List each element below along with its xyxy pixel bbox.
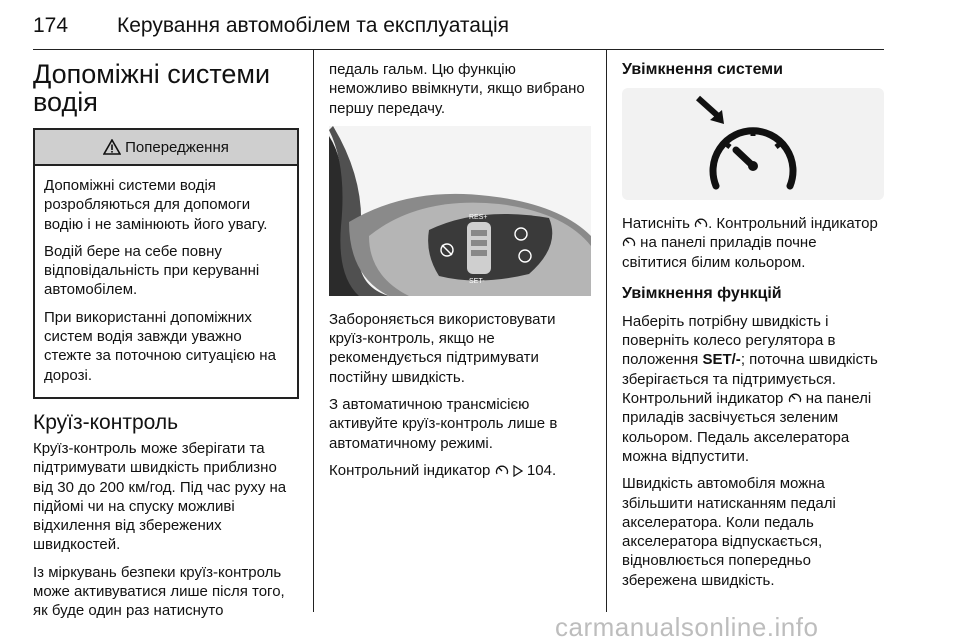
warning-label: Попередження	[125, 138, 229, 156]
section-title: Допоміжні системи водія	[33, 59, 271, 117]
cruise-control-button-image	[622, 88, 884, 200]
header-rule	[33, 49, 884, 50]
column-divider-1	[313, 50, 314, 612]
press-paragraph: Натисніть . Контрольний індикатор на панелі приладів почне світитися білим кольором.	[622, 215, 878, 271]
res-label: RES+	[469, 213, 488, 221]
warning-triangle-icon	[103, 139, 121, 155]
cruise-paragraph: Із міркувань безпеки круїз-контроль може активуватися лише після того, як буде один раз натиснуто	[33, 563, 285, 620]
warning-paragraph: При використанні допоміжних систем водія завжди уважно стежте за поточною ситуацією на дорозі.	[44, 308, 276, 384]
steering-wheel-image	[329, 126, 591, 296]
indicator-reference: Контрольний індикатор 104.	[329, 461, 557, 479]
cruise-paragraph: Круїз-контроль може зберігати та підтримувати швидкість приблизно від 30 до 200 км/год. Під час руху на підйомі чи на спуску можливі відхилення від збережених швидкостей.	[33, 439, 287, 554]
column-3	[622, 60, 884, 598]
paragraph: Забороняється використовувати круїз-контроль, якщо не рекомендується підтримувати постійну швидкість.	[329, 310, 556, 386]
column-divider-2	[606, 50, 607, 612]
cruise-control-icon	[622, 235, 636, 249]
warning-paragraph: Водій бере на себе повну відповідальність при керуванні автомобілем.	[44, 242, 260, 299]
column-1	[33, 60, 299, 629]
function-paragraph: Наберіть потрібну швидкість і поверніть колесо регулятора в положення SET/-; поточна швидкість зберігається та підтримується. Контрольний індикатор на панелі приладів засвічується зеленим кольором. Педаль акселератора можна відпустити.	[622, 312, 878, 465]
warning-box	[33, 128, 299, 399]
cruise-control-icon	[788, 391, 802, 405]
page-reference-arrow-icon	[513, 465, 523, 477]
page-number: 174	[33, 14, 69, 37]
cruise-control-title: Круїз-контроль	[33, 410, 179, 434]
warning-paragraph: Допоміжні системи водія розробляються для допомоги водію і не замінюють його увагу.	[44, 177, 268, 233]
brake-paragraph: педаль гальм. Цю функцію неможливо ввімкнути, якщо вибрано першу передачу.	[329, 61, 585, 117]
cruise-control-icon	[495, 463, 509, 477]
cruise-control-icon	[694, 216, 708, 230]
paragraph: З автоматичною трансмісією активуйте круїз-контроль лише в автоматичному режимі.	[329, 396, 558, 452]
system-on-heading: Увімкнення системи	[622, 61, 783, 78]
column-2	[329, 60, 591, 488]
watermark: carmanualsonline.info	[555, 612, 819, 642]
set-label: SET-	[469, 277, 485, 285]
function-on-heading: Увімкнення функцій	[622, 284, 782, 302]
page-header	[33, 14, 925, 50]
warning-header	[35, 130, 297, 166]
speed-increase-paragraph: Швидкість автомобіля можна збільшити натисканням педалі акселератора. Коли педаль акселератора відпускається, відновлюється попередньо збережена швидкість.	[622, 475, 836, 589]
header-title: Керування автомобілем та експлуатація	[117, 14, 510, 37]
